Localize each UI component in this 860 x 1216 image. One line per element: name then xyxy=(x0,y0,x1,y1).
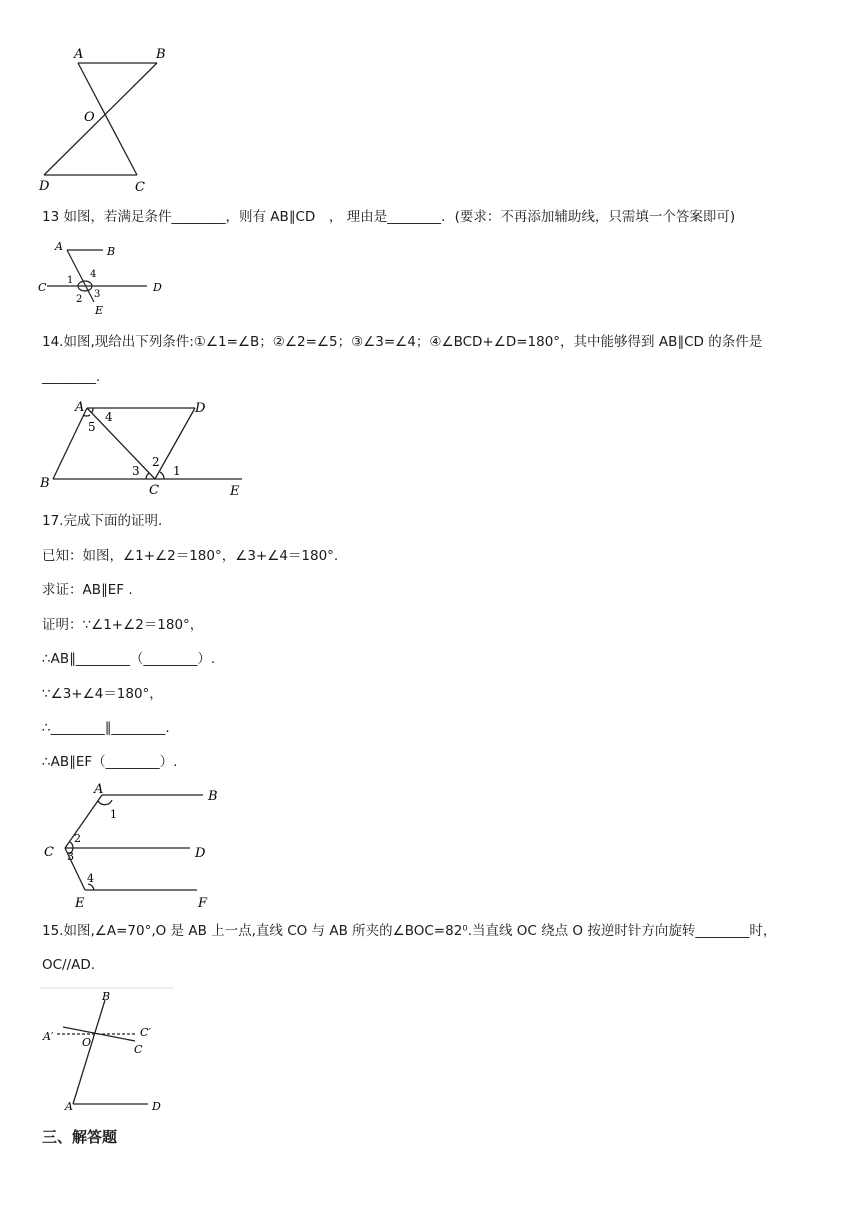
q17-prove: 求证：AB∥EF . xyxy=(42,582,133,598)
figure-q13 xyxy=(35,236,175,316)
q17-title: 17.完成下面的证明. xyxy=(42,513,163,529)
q17-proof4: ∴________∥________. xyxy=(42,720,170,736)
q17-proof5: ∴AB∥EF（________）. xyxy=(42,754,178,770)
label-C: C xyxy=(135,180,145,195)
svg-text:1: 1 xyxy=(110,808,117,821)
figure-q12 xyxy=(30,40,180,200)
svg-text:C: C xyxy=(38,281,47,294)
svg-text:A: A xyxy=(94,782,104,797)
svg-text:B: B xyxy=(208,789,218,804)
svg-text:C: C xyxy=(44,845,54,860)
svg-text:B: B xyxy=(107,245,116,258)
label-A: A xyxy=(74,47,84,62)
svg-text:3: 3 xyxy=(67,850,74,863)
svg-text:E: E xyxy=(95,304,104,316)
q17-proof2: ∴AB∥________（________）. xyxy=(42,651,216,667)
figure-q14 xyxy=(35,398,255,498)
q15-line2: OC//AD. xyxy=(42,957,96,973)
svg-text:4: 4 xyxy=(90,269,97,280)
svg-text:1: 1 xyxy=(67,275,74,286)
svg-text:4: 4 xyxy=(105,410,113,424)
svg-text:D: D xyxy=(152,1100,161,1113)
svg-text:B: B xyxy=(102,990,111,1003)
svg-text:A: A xyxy=(65,1100,73,1113)
svg-text:E: E xyxy=(230,484,240,498)
figure-q17 xyxy=(35,780,235,915)
q15-line1: 15.如图,∠A=70°,O 是 AB 上一点,直线 CO 与 AB 所夹的∠BOC=82⁰.当直线 OC 绕点 O 按逆时针方向旋转________时， xyxy=(42,923,777,939)
q17-proof3: ∵∠3+∠4＝180°， xyxy=(42,686,163,702)
q17-given: 已知：如图，∠1+∠2＝180°，∠3+∠4＝180°. xyxy=(42,548,339,564)
q13-text: 13 如图，若满足条件________，则有 AB∥CD ， 理由是________．(要求：不再添加辅助线，只需填一个答案即可) xyxy=(42,209,736,225)
svg-text:D: D xyxy=(195,846,206,861)
svg-text:1: 1 xyxy=(173,464,181,478)
svg-text:2: 2 xyxy=(76,294,83,305)
svg-text:O: O xyxy=(82,1036,92,1049)
q17-proof1: 证明：∵∠1+∠2＝180°， xyxy=(42,617,204,633)
label-O: O xyxy=(84,110,95,125)
svg-text:C: C xyxy=(134,1043,143,1056)
q14-line2: ________. xyxy=(42,369,101,385)
svg-text:2: 2 xyxy=(74,832,81,845)
q14-line1: 14.如图,现给出下列条件:①∠1=∠B；②∠2=∠5；③∠3=∠4；④∠BCD+∠D=180°，其中能够得到 AB∥CD 的条件是 xyxy=(42,334,763,350)
svg-text:D: D xyxy=(153,281,162,294)
svg-text:5: 5 xyxy=(88,420,96,434)
svg-text:A: A xyxy=(75,400,85,415)
svg-text:4: 4 xyxy=(87,872,94,885)
svg-text:F: F xyxy=(198,896,208,911)
svg-text:E: E xyxy=(75,896,85,911)
svg-text:3: 3 xyxy=(132,464,140,478)
svg-text:3: 3 xyxy=(94,289,101,300)
svg-text:D: D xyxy=(195,401,206,416)
svg-text:A′: A′ xyxy=(43,1030,54,1043)
svg-text:C′: C′ xyxy=(140,1026,151,1039)
label-B: B xyxy=(156,47,166,62)
svg-text:A: A xyxy=(55,240,63,253)
label-D: D xyxy=(39,179,50,194)
svg-text:B: B xyxy=(40,476,50,491)
section-heading: 三、解答题 xyxy=(42,1128,118,1146)
svg-text:C: C xyxy=(149,483,159,498)
svg-text:2: 2 xyxy=(152,455,160,469)
figure-q15 xyxy=(35,984,180,1114)
